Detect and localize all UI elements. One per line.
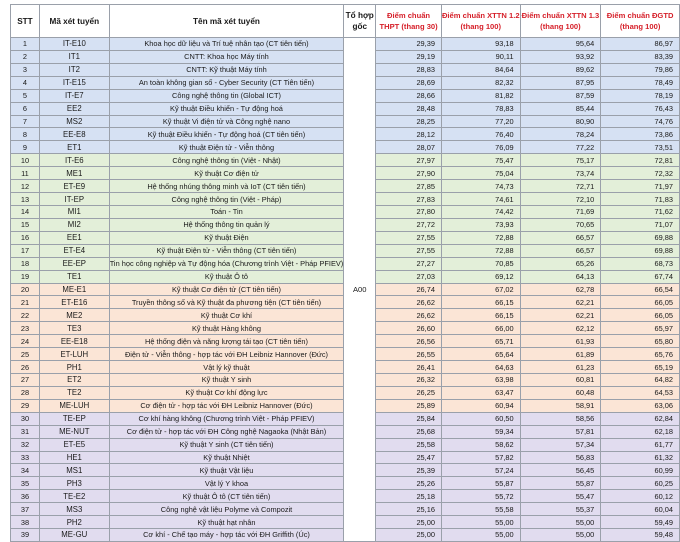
cell-score-s3: 60,81 <box>520 373 601 386</box>
cell-stt: 6 <box>11 102 40 115</box>
cell-score-s1: 27,90 <box>376 167 442 180</box>
cell-score-s1: 28,48 <box>376 102 442 115</box>
cell-name: Cơ khí - Chế tạo máy - hợp tác với ĐH Griffith (Úc) <box>109 529 344 542</box>
cell-stt: 21 <box>11 296 40 309</box>
cell-score-s2: 72,88 <box>441 231 520 244</box>
cell-score-s3: 78,24 <box>520 128 601 141</box>
cell-score-s2: 60,94 <box>441 399 520 412</box>
cell-code: MI2 <box>39 218 109 231</box>
cell-code: PH2 <box>39 516 109 529</box>
cell-score-s4: 67,74 <box>601 270 680 283</box>
cell-score-s4: 72,81 <box>601 154 680 167</box>
cell-code: ET1 <box>39 141 109 154</box>
cell-score-s3: 73,74 <box>520 167 601 180</box>
cell-score-s4: 65,19 <box>601 361 680 374</box>
cell-score-s3: 57,81 <box>520 425 601 438</box>
cell-score-s1: 27,83 <box>376 193 442 206</box>
cell-score-s1: 25,16 <box>376 503 442 516</box>
cell-score-s3: 87,95 <box>520 76 601 89</box>
cell-score-s3: 72,71 <box>520 180 601 193</box>
cell-score-s1: 27,85 <box>376 180 442 193</box>
cell-name: Công nghệ thông tin (Việt - Pháp) <box>109 193 344 206</box>
cell-code: MI1 <box>39 205 109 218</box>
cell-code: ET-E9 <box>39 180 109 193</box>
cell-score-s4: 78,49 <box>601 76 680 89</box>
cell-score-s4: 66,05 <box>601 296 680 309</box>
cell-score-s2: 57,82 <box>441 451 520 464</box>
cell-score-s3: 71,69 <box>520 205 601 218</box>
cell-score-s3: 61,93 <box>520 335 601 348</box>
cell-score-s2: 55,87 <box>441 477 520 490</box>
cell-score-s3: 55,00 <box>520 516 601 529</box>
cell-stt: 23 <box>11 322 40 335</box>
cell-code: TE-EP <box>39 412 109 425</box>
cell-score-s2: 74,73 <box>441 180 520 193</box>
cell-score-s1: 25,58 <box>376 438 442 451</box>
cell-score-s2: 84,64 <box>441 63 520 76</box>
cell-score-s3: 66,57 <box>520 244 601 257</box>
cell-score-s3: 56,83 <box>520 451 601 464</box>
cell-score-s3: 89,62 <box>520 63 601 76</box>
cell-score-s3: 77,22 <box>520 141 601 154</box>
cell-name: Hệ thống điện và năng lượng tái tạo (CT tiên tiến) <box>109 335 344 348</box>
cell-score-s3: 55,37 <box>520 503 601 516</box>
cell-stt: 9 <box>11 141 40 154</box>
cell-score-s3: 58,91 <box>520 399 601 412</box>
cell-score-s1: 25,47 <box>376 451 442 464</box>
cell-score-s2: 65,71 <box>441 335 520 348</box>
cell-score-s4: 64,53 <box>601 386 680 399</box>
cell-score-s2: 65,64 <box>441 348 520 361</box>
cell-name: CNTT: Khoa học Máy tính <box>109 50 344 63</box>
cell-stt: 15 <box>11 218 40 231</box>
cell-name: Công nghệ vật liệu Polyme và Compozit <box>109 503 344 516</box>
cell-score-s4: 69,88 <box>601 231 680 244</box>
cell-score-s4: 60,12 <box>601 490 680 503</box>
cell-score-s3: 75,17 <box>520 154 601 167</box>
cell-score-s1: 27,03 <box>376 270 442 283</box>
cell-score-s2: 67,02 <box>441 283 520 296</box>
cell-score-s4: 65,97 <box>601 322 680 335</box>
cell-code: EE-E18 <box>39 335 109 348</box>
cell-score-s4: 79,86 <box>601 63 680 76</box>
cell-score-s1: 29,39 <box>376 38 442 51</box>
cell-score-s2: 66,15 <box>441 309 520 322</box>
cell-score-s3: 58,56 <box>520 412 601 425</box>
header-score-thpt: Điểm chuẩn THPT (thang 30) <box>376 5 442 38</box>
header-score-xttn13: Điểm chuẩn XTTN 1.3 (thang 100) <box>520 5 601 38</box>
cell-score-s4: 62,18 <box>601 425 680 438</box>
cell-name: Kỹ thuật Y sinh (CT tiên tiến) <box>109 438 344 451</box>
cell-score-s1: 25,39 <box>376 464 442 477</box>
cell-name: Toán - Tin <box>109 205 344 218</box>
cell-score-s2: 73,93 <box>441 218 520 231</box>
cell-name: Vật lý kỹ thuật <box>109 361 344 374</box>
cell-code: TE3 <box>39 322 109 335</box>
cell-name: Cơ khí hàng không (Chương trình Việt - Pháp PFIEV) <box>109 412 344 425</box>
cell-code: IT2 <box>39 63 109 76</box>
cell-name: Cơ điện tử - hợp tác với ĐH Công nghệ Nagaoka (Nhật Bản) <box>109 425 344 438</box>
cell-code: ET-E4 <box>39 244 109 257</box>
cell-score-s4: 62,84 <box>601 412 680 425</box>
cell-score-s2: 76,40 <box>441 128 520 141</box>
cell-score-s1: 27,27 <box>376 257 442 270</box>
cell-code: EE2 <box>39 102 109 115</box>
cell-score-s4: 72,32 <box>601 167 680 180</box>
cell-score-s4: 71,83 <box>601 193 680 206</box>
cell-score-s1: 27,55 <box>376 244 442 257</box>
cell-score-s3: 62,21 <box>520 296 601 309</box>
cell-score-s4: 78,19 <box>601 89 680 102</box>
header-score-dgtd: Điểm chuẩn ĐGTD (thang 100) <box>601 5 680 38</box>
cell-score-s3: 60,48 <box>520 386 601 399</box>
cell-stt: 2 <box>11 50 40 63</box>
cell-score-s1: 26,55 <box>376 348 442 361</box>
cell-stt: 14 <box>11 205 40 218</box>
cell-score-s2: 55,00 <box>441 529 520 542</box>
cell-name: Công nghệ thông tin (Việt - Nhật) <box>109 154 344 167</box>
cell-stt: 10 <box>11 154 40 167</box>
cell-code: ME-E1 <box>39 283 109 296</box>
cell-score-s4: 59,48 <box>601 529 680 542</box>
cell-score-s3: 70,65 <box>520 218 601 231</box>
cell-score-s4: 66,05 <box>601 309 680 322</box>
cell-score-s1: 28,12 <box>376 128 442 141</box>
cell-score-s2: 66,00 <box>441 322 520 335</box>
cell-score-s4: 66,54 <box>601 283 680 296</box>
cell-name: Kỹ thuật Điều khiển - Tự động hoá <box>109 102 344 115</box>
cell-stt: 22 <box>11 309 40 322</box>
cell-score-s4: 63,06 <box>601 399 680 412</box>
cell-code: MS1 <box>39 464 109 477</box>
cell-code: TE1 <box>39 270 109 283</box>
cell-score-s2: 69,12 <box>441 270 520 283</box>
cell-score-s2: 77,20 <box>441 115 520 128</box>
header-group: Tổ hợp gốc <box>344 5 376 38</box>
admission-score-table <box>10 4 680 542</box>
cell-code: MS2 <box>39 115 109 128</box>
cell-name: Cơ điện tử - hợp tác với ĐH Leibniz Hannover (Đức) <box>109 399 344 412</box>
cell-score-s2: 63,47 <box>441 386 520 399</box>
cell-code: IT1 <box>39 50 109 63</box>
cell-stt: 16 <box>11 231 40 244</box>
cell-score-s1: 28,83 <box>376 63 442 76</box>
header-name: Tên mã xét tuyển <box>109 5 344 38</box>
cell-score-s1: 26,32 <box>376 373 442 386</box>
cell-score-s4: 71,07 <box>601 218 680 231</box>
cell-stt: 3 <box>11 63 40 76</box>
cell-name: Kỹ thuật Y sinh <box>109 373 344 386</box>
cell-name: Truyền thông số và Kỹ thuật đa phương tiện (CT tiên tiến) <box>109 296 344 309</box>
cell-stt: 32 <box>11 438 40 451</box>
cell-stt: 26 <box>11 361 40 374</box>
cell-score-s2: 63,98 <box>441 373 520 386</box>
cell-score-s2: 78,83 <box>441 102 520 115</box>
cell-name: Kỹ thuật Điện tử - Viễn thông (CT tiên tiến) <box>109 244 344 257</box>
cell-score-s3: 87,59 <box>520 89 601 102</box>
cell-score-s4: 65,80 <box>601 335 680 348</box>
cell-code: MS3 <box>39 503 109 516</box>
cell-code: ET-E16 <box>39 296 109 309</box>
header-code: Mã xét tuyển <box>39 5 109 38</box>
cell-score-s1: 26,74 <box>376 283 442 296</box>
cell-stt: 33 <box>11 451 40 464</box>
cell-score-s3: 64,13 <box>520 270 601 283</box>
cell-score-s2: 93,18 <box>441 38 520 51</box>
cell-score-s4: 61,32 <box>601 451 680 464</box>
cell-code: PH1 <box>39 361 109 374</box>
cell-score-s2: 70,85 <box>441 257 520 270</box>
cell-score-s1: 25,89 <box>376 399 442 412</box>
cell-name: Kỹ thuật Cơ điện tử (CT tiên tiến) <box>109 283 344 296</box>
cell-score-s4: 60,04 <box>601 503 680 516</box>
cell-score-s4: 71,97 <box>601 180 680 193</box>
cell-score-s2: 76,09 <box>441 141 520 154</box>
cell-name: Kỹ thuật Ô tô (CT tiên tiến) <box>109 490 344 503</box>
cell-name: Kỹ thuật Vi điện tử và Công nghệ nano <box>109 115 344 128</box>
cell-code: ME1 <box>39 167 109 180</box>
cell-name: Kỹ thuật Điện tử - Viễn thông <box>109 141 344 154</box>
cell-score-s1: 25,18 <box>376 490 442 503</box>
cell-code: ME-LUH <box>39 399 109 412</box>
cell-score-s3: 61,23 <box>520 361 601 374</box>
header-stt: STT <box>11 5 40 38</box>
cell-name: Kỹ thuật Ô tô <box>109 270 344 283</box>
cell-score-s3: 55,47 <box>520 490 601 503</box>
cell-stt: 18 <box>11 257 40 270</box>
cell-stt: 28 <box>11 386 40 399</box>
cell-score-s1: 27,72 <box>376 218 442 231</box>
cell-score-s3: 55,87 <box>520 477 601 490</box>
cell-score-s2: 75,04 <box>441 167 520 180</box>
cell-code: IT-E7 <box>39 89 109 102</box>
cell-score-s4: 60,25 <box>601 477 680 490</box>
cell-score-s4: 73,51 <box>601 141 680 154</box>
cell-score-s3: 72,10 <box>520 193 601 206</box>
cell-name: Hệ thống nhúng thông minh và IoT (CT tiên tiến) <box>109 180 344 193</box>
cell-score-s3: 57,34 <box>520 438 601 451</box>
cell-score-s3: 55,00 <box>520 529 601 542</box>
cell-name: Hệ thống thông tin quản lý <box>109 218 344 231</box>
cell-code: HE1 <box>39 451 109 464</box>
cell-code: ET-LUH <box>39 348 109 361</box>
cell-stt: 30 <box>11 412 40 425</box>
cell-name: Công nghệ thông tin (Global ICT) <box>109 89 344 102</box>
cell-score-s3: 62,78 <box>520 283 601 296</box>
cell-score-s2: 55,58 <box>441 503 520 516</box>
cell-score-s4: 65,76 <box>601 348 680 361</box>
cell-score-s3: 93,92 <box>520 50 601 63</box>
cell-code: ME-NUT <box>39 425 109 438</box>
cell-code: EE-E8 <box>39 128 109 141</box>
cell-stt: 35 <box>11 477 40 490</box>
cell-code: IT-E15 <box>39 76 109 89</box>
cell-code: IT-E6 <box>39 154 109 167</box>
cell-score-s1: 26,60 <box>376 322 442 335</box>
cell-score-s1: 28,07 <box>376 141 442 154</box>
cell-score-s2: 59,34 <box>441 425 520 438</box>
cell-score-s4: 69,88 <box>601 244 680 257</box>
cell-stt: 19 <box>11 270 40 283</box>
cell-score-s4: 83,39 <box>601 50 680 63</box>
table-row <box>11 38 680 51</box>
cell-score-s2: 58,62 <box>441 438 520 451</box>
cell-stt: 7 <box>11 115 40 128</box>
cell-name: Kỹ thuật Điều khiển - Tự động hoá (CT tiên tiến) <box>109 128 344 141</box>
cell-score-s2: 66,15 <box>441 296 520 309</box>
cell-stt: 4 <box>11 76 40 89</box>
cell-stt: 34 <box>11 464 40 477</box>
cell-name: Khoa học dữ liệu và Trí tuệ nhân tạo (CT tiên tiến) <box>109 38 344 51</box>
cell-stt: 36 <box>11 490 40 503</box>
cell-code: EE1 <box>39 231 109 244</box>
cell-name: Điện tử - Viễn thông - hợp tác với ĐH Leibniz Hannover (Đức) <box>109 348 344 361</box>
cell-score-s2: 55,72 <box>441 490 520 503</box>
cell-score-s2: 60,50 <box>441 412 520 425</box>
cell-score-s2: 74,42 <box>441 205 520 218</box>
cell-name: Tin học công nghiệp và Tự động hóa (Chương trình Việt - Pháp PFIEV) <box>109 259 344 269</box>
cell-score-s1: 26,62 <box>376 309 442 322</box>
cell-score-s4: 74,76 <box>601 115 680 128</box>
cell-score-s1: 25,26 <box>376 477 442 490</box>
cell-score-s1: 26,41 <box>376 361 442 374</box>
cell-stt: 24 <box>11 335 40 348</box>
cell-score-s2: 72,88 <box>441 244 520 257</box>
cell-stt: 8 <box>11 128 40 141</box>
cell-score-s4: 61,77 <box>601 438 680 451</box>
cell-score-s3: 62,12 <box>520 322 601 335</box>
header-score-xttn12: Điểm chuẩn XTTN 1.2 (thang 100) <box>441 5 520 38</box>
cell-name: Kỹ thuật Hàng không <box>109 322 344 335</box>
cell-stt: 17 <box>11 244 40 257</box>
cell-name: CNTT: Kỹ thuật Máy tính <box>109 63 344 76</box>
cell-score-s1: 26,62 <box>376 296 442 309</box>
cell-stt: 38 <box>11 516 40 529</box>
cell-score-s4: 76,43 <box>601 102 680 115</box>
cell-code: IT-E10 <box>39 38 109 51</box>
cell-name: Kỹ thuật Cơ điện tử <box>109 167 344 180</box>
cell-score-s1: 28,69 <box>376 76 442 89</box>
cell-score-s1: 26,56 <box>376 335 442 348</box>
cell-code: TE-E2 <box>39 490 109 503</box>
cell-stt: 29 <box>11 399 40 412</box>
cell-stt: 13 <box>11 193 40 206</box>
cell-score-s3: 62,21 <box>520 309 601 322</box>
cell-score-s1: 26,25 <box>376 386 442 399</box>
cell-stt: 11 <box>11 167 40 180</box>
cell-name: Kỹ thuật Cơ khí động lực <box>109 386 344 399</box>
cell-score-s1: 27,80 <box>376 205 442 218</box>
cell-score-s4: 86,97 <box>601 38 680 51</box>
cell-score-s3: 56,45 <box>520 464 601 477</box>
cell-score-s2: 64,63 <box>441 361 520 374</box>
cell-name: Vật lý Y khoa <box>109 477 344 490</box>
cell-score-s4: 60,99 <box>601 464 680 477</box>
cell-stt: 5 <box>11 89 40 102</box>
cell-code: ME2 <box>39 309 109 322</box>
cell-score-s2: 90,11 <box>441 50 520 63</box>
cell-code: EE-EP <box>39 257 109 270</box>
table-body <box>11 38 680 542</box>
cell-score-s1: 28,25 <box>376 115 442 128</box>
cell-score-s1: 25,68 <box>376 425 442 438</box>
cell-score-s3: 66,57 <box>520 231 601 244</box>
cell-score-s2: 74,61 <box>441 193 520 206</box>
cell-score-s1: 25,00 <box>376 516 442 529</box>
cell-stt: 20 <box>11 283 40 296</box>
cell-score-s1: 27,55 <box>376 231 442 244</box>
cell-name: Kỹ thuật Nhiệt <box>109 451 344 464</box>
cell-stt: 25 <box>11 348 40 361</box>
cell-score-s3: 95,64 <box>520 38 601 51</box>
cell-score-s1: 25,00 <box>376 529 442 542</box>
cell-score-s3: 61,89 <box>520 348 601 361</box>
cell-score-s2: 81,82 <box>441 89 520 102</box>
cell-score-s2: 75,47 <box>441 154 520 167</box>
cell-group: A00 <box>344 38 376 542</box>
cell-score-s4: 68,73 <box>601 257 680 270</box>
cell-stt: 31 <box>11 425 40 438</box>
cell-stt: 1 <box>11 38 40 51</box>
cell-code: PH3 <box>39 477 109 490</box>
cell-score-s2: 55,00 <box>441 516 520 529</box>
cell-code: ET2 <box>39 373 109 386</box>
cell-name: Kỹ thuật Điện <box>109 231 344 244</box>
cell-stt: 12 <box>11 180 40 193</box>
cell-score-s4: 59,49 <box>601 516 680 529</box>
cell-stt: 27 <box>11 373 40 386</box>
cell-code: ME-GU <box>39 529 109 542</box>
cell-score-s1: 28,66 <box>376 89 442 102</box>
cell-score-s1: 29,19 <box>376 50 442 63</box>
cell-score-s4: 73,86 <box>601 128 680 141</box>
cell-name: Kỹ thuật Vật liệu <box>109 464 344 477</box>
cell-score-s1: 27,97 <box>376 154 442 167</box>
cell-stt: 37 <box>11 503 40 516</box>
cell-score-s4: 71,62 <box>601 205 680 218</box>
cell-code: TE2 <box>39 386 109 399</box>
cell-score-s2: 57,24 <box>441 464 520 477</box>
cell-name: Kỹ thuật hạt nhân <box>109 516 344 529</box>
cell-code: IT-EP <box>39 193 109 206</box>
cell-stt: 39 <box>11 529 40 542</box>
cell-name: An toàn không gian số - Cyber Security (CT Tiên tiến) <box>109 76 344 89</box>
cell-score-s3: 80,90 <box>520 115 601 128</box>
cell-code: ET-E5 <box>39 438 109 451</box>
cell-score-s3: 85,44 <box>520 102 601 115</box>
cell-name: Kỹ thuật Cơ khí <box>109 309 344 322</box>
cell-score-s4: 64,82 <box>601 373 680 386</box>
table-header-row <box>11 5 680 38</box>
cell-score-s3: 65,26 <box>520 257 601 270</box>
cell-score-s1: 25,84 <box>376 412 442 425</box>
cell-score-s2: 82,32 <box>441 76 520 89</box>
